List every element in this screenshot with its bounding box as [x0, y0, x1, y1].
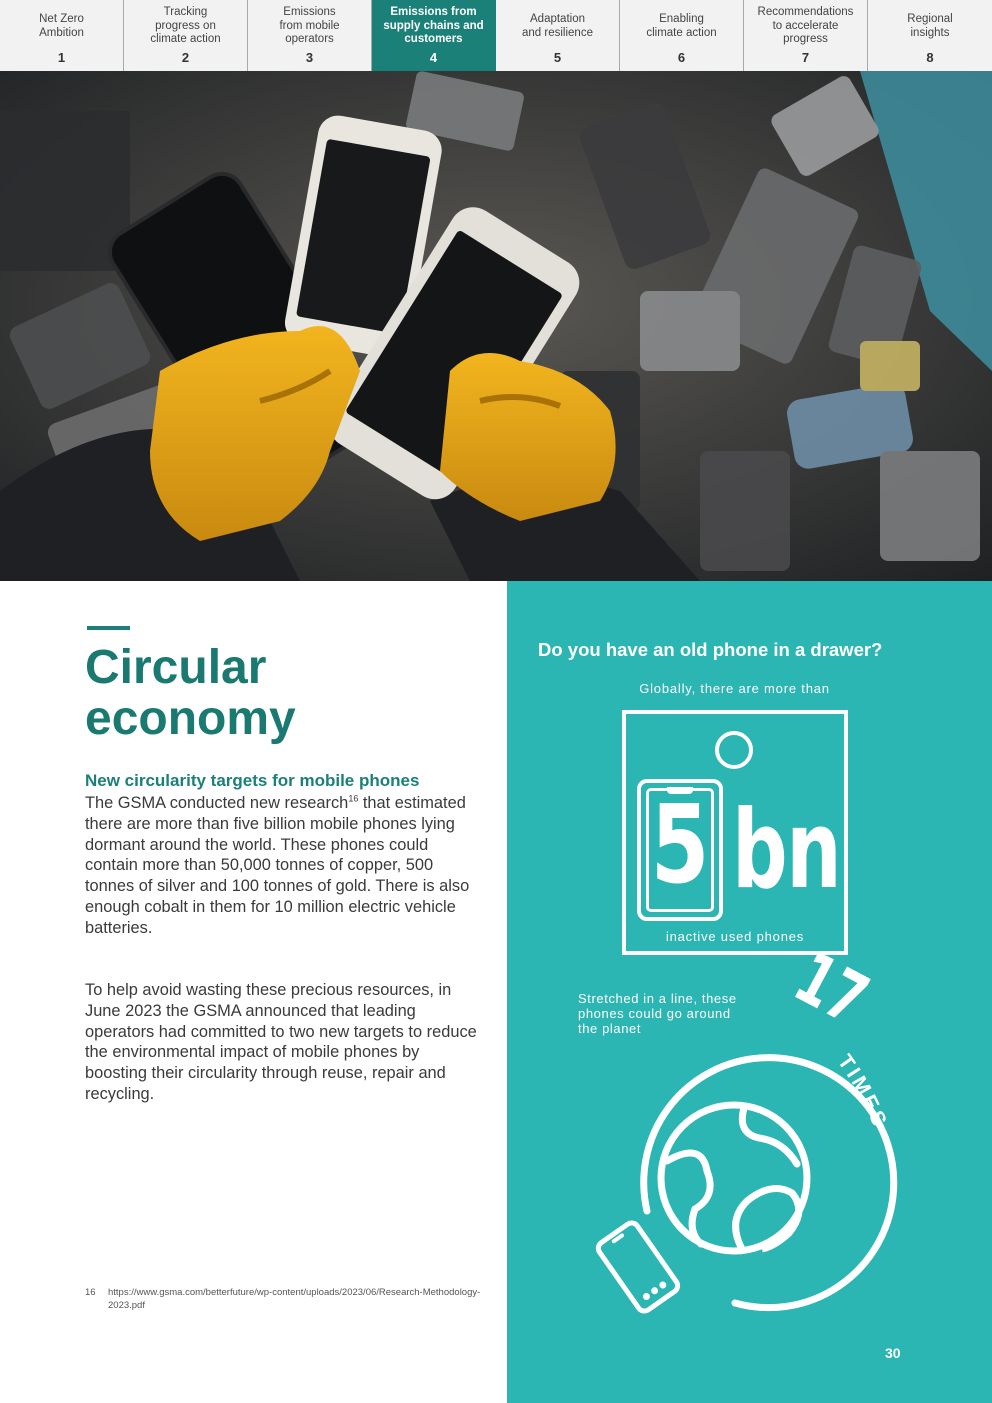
nav-tab-number: 4: [429, 50, 438, 65]
footnote: [85, 1287, 485, 1312]
stat-unit: bn: [732, 788, 841, 913]
nav-tab-number: 5: [553, 50, 562, 65]
nav-tab-label: Emissions from mobile operators: [279, 6, 340, 46]
times-number-text: 17: [781, 937, 881, 1042]
nav-tab-number: 7: [801, 50, 810, 65]
title-accent-rule: [87, 626, 130, 630]
nav-tab-regional-insights[interactable]: [868, 0, 992, 71]
stat-number: 5: [650, 783, 710, 908]
page-number: 30: [885, 1345, 901, 1361]
nav-tab-number: 8: [926, 50, 934, 65]
nav-tab-label: Tracking progress on climate action: [150, 6, 221, 46]
nav-tab-label: Recommendations to accelerate progress: [757, 6, 854, 46]
footnote-link[interactable]: https://www.gsma.com/betterfuture/wp-content/uploads/2023/06/Research-Methodology-2023.pdf: [108, 1287, 481, 1311]
nav-tab-number: 6: [677, 50, 686, 65]
hero-photo: [0, 71, 992, 581]
paragraph-text: that estimated there are more than five billion mobile phones lying dormant around the world. These phones could contain more than 50,000 tonnes of copper, 500 tonnes of silver and 100 tonnes of gold. There is also enough cobalt in them for 10 million electric vehicle batteries.: [85, 794, 470, 937]
times-word-text: TIMES: [833, 1050, 892, 1133]
nav-tab-label: Adaptation and resilience: [522, 13, 593, 39]
stat-caption: inactive used phones: [665, 929, 805, 944]
stretch-caption: Stretched in a line, these phones could go around the planet: [578, 991, 737, 1036]
nav-tab-adaptation-resilience[interactable]: [496, 0, 620, 71]
footnote-number: 16: [85, 1287, 96, 1298]
nav-tab-emissions-operators[interactable]: [248, 0, 372, 71]
nav-tab-label: Net Zero Ambition: [39, 13, 84, 39]
nav-tab-recommendations[interactable]: [744, 0, 868, 71]
nav-tab-tracking-progress[interactable]: [124, 0, 248, 71]
infographic-panel: [507, 581, 992, 1403]
body-paragraph-1: [85, 793, 477, 939]
globe-continent-1: [667, 1153, 710, 1244]
nav-tab-number: 1: [57, 50, 66, 65]
infographic-intro: Globally, there are more than: [639, 681, 830, 696]
nav-tab-emissions-supply-chains[interactable]: [372, 0, 496, 71]
nav-tab-number: 3: [305, 50, 314, 65]
page-title: Circular economy: [85, 641, 296, 745]
infographic-question: Do you have an old phone in a drawer?: [538, 639, 883, 660]
times-word: [833, 1051, 892, 1133]
nav-tab-label: Emissions from supply chains and customers: [383, 6, 484, 46]
nav-tab-number: 2: [181, 50, 190, 65]
phone-icon: [596, 1220, 681, 1314]
footnote-reference[interactable]: 16: [348, 793, 359, 804]
paragraph-text: The GSMA conducted new research: [85, 794, 349, 812]
body-paragraph-2: To help avoid wasting these precious resources, in June 2023 the GSMA announced that leading operators had committed to two new targets to reduce the environmental impact of mobile phones by boosting their circularity through reuse, repair and recycling.: [85, 981, 477, 1103]
circle-icon: [715, 731, 753, 769]
hero-photo-illustration: [0, 71, 992, 581]
nav-tab-label: Enabling climate action: [646, 13, 717, 39]
nav-tab-label: Regional insights: [907, 13, 953, 39]
section-nav: [0, 0, 992, 72]
nav-tab-enabling-climate-action[interactable]: [620, 0, 744, 71]
nav-tab-net-zero-ambition[interactable]: [0, 0, 124, 71]
stat-box: [622, 710, 848, 955]
section-subheading: New circularity targets for mobile phones: [85, 771, 420, 790]
